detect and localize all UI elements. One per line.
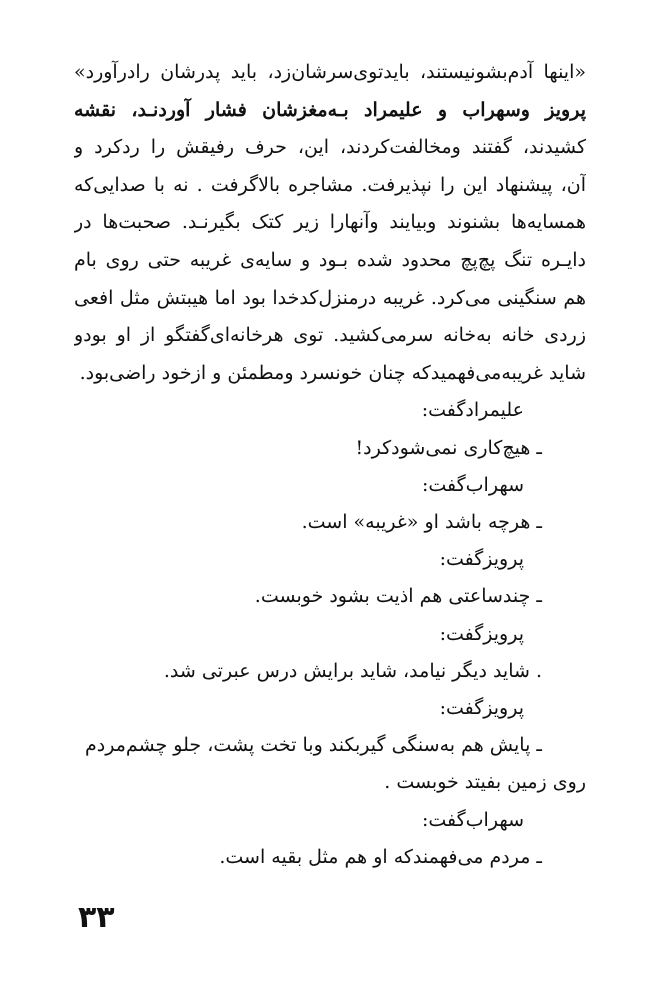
speech-line-continued: روی زمین بفیتد خوبست . (384, 771, 586, 794)
speech-line: ـ هرچه باشد او «غریبه» است. (301, 510, 542, 533)
page-number: ۳۳ (78, 900, 115, 935)
paragraph-line: پرویز وسهراب و علیمراد بـه‌مغزشان فشار آوردنـد، نقشه (74, 98, 586, 121)
speaker-label: علیمرادگفت: (421, 399, 524, 422)
speaker-label: سهراب‌گفت: (421, 808, 524, 831)
paragraph-line: زردی خانه به‌خانه سرمی‌کشید. توی هرخانه‌ای‌گفتگو از او بودو (74, 324, 586, 347)
speaker-label: پرویزگفت: (439, 696, 524, 719)
speaker-label: پرویزگفت: (439, 622, 524, 645)
narrative-paragraph (74, 54, 586, 392)
paragraph-line: دایـره تنگ پچ‌پچ محدود شده بـود و سایه‌ی غریبه حتی روی بام (74, 248, 586, 271)
speech-line: ـ چندساعتی هم اذیت بشود خوبست. (254, 585, 542, 608)
paragraph-line: «اینها آدم‌بشونیستند، بایدتوی‌سرشان‌زد، باید پدرشان رادرآورد» (74, 61, 586, 83)
dialogue-list (74, 392, 586, 876)
speaker-label: سهراب‌گفت: (421, 473, 524, 496)
speech-line: ـ مردم می‌فهمندکه او هم مثل بقیه است. (219, 845, 542, 868)
speaker-label: پرویزگفت: (439, 548, 524, 571)
paragraph-line: هم سنگینی می‌کرد. غریبه درمنزل‌کدخدا بود اما هیبتش مثل افعی (74, 286, 586, 309)
paragraph-line: کشیدند، گفتند ومخالفت‌کردند، این، حرف رفیقش را ردکرد و (74, 136, 586, 159)
speech-line: ـ پایش هم به‌سنگی گیربکند وبا تخت پشت، جلو چشم‌مردم (85, 734, 542, 757)
book-page (74, 54, 586, 876)
paragraph-line: آن، پیشنهاد این را نپذیرفت. مشاجره بالاگرفت . نه با صدایی‌که (74, 173, 586, 196)
speech-line: . شاید دیگر نیامد، شاید برایش درس عبرتی شد. (163, 659, 542, 682)
paragraph-line: همسایه‌ها بشنوند وبیایند وآنهارا زیر کتک بگیرنـد. صحبت‌ها در (74, 211, 586, 234)
speech-line: ـ هیچ‌کاری نمی‌شودکرد! (355, 436, 542, 459)
paragraph-line: شاید غریبه‌می‌فهمیدکه چنان خونسرد ومطمئن و ازخود راضی‌بود. (79, 361, 586, 384)
